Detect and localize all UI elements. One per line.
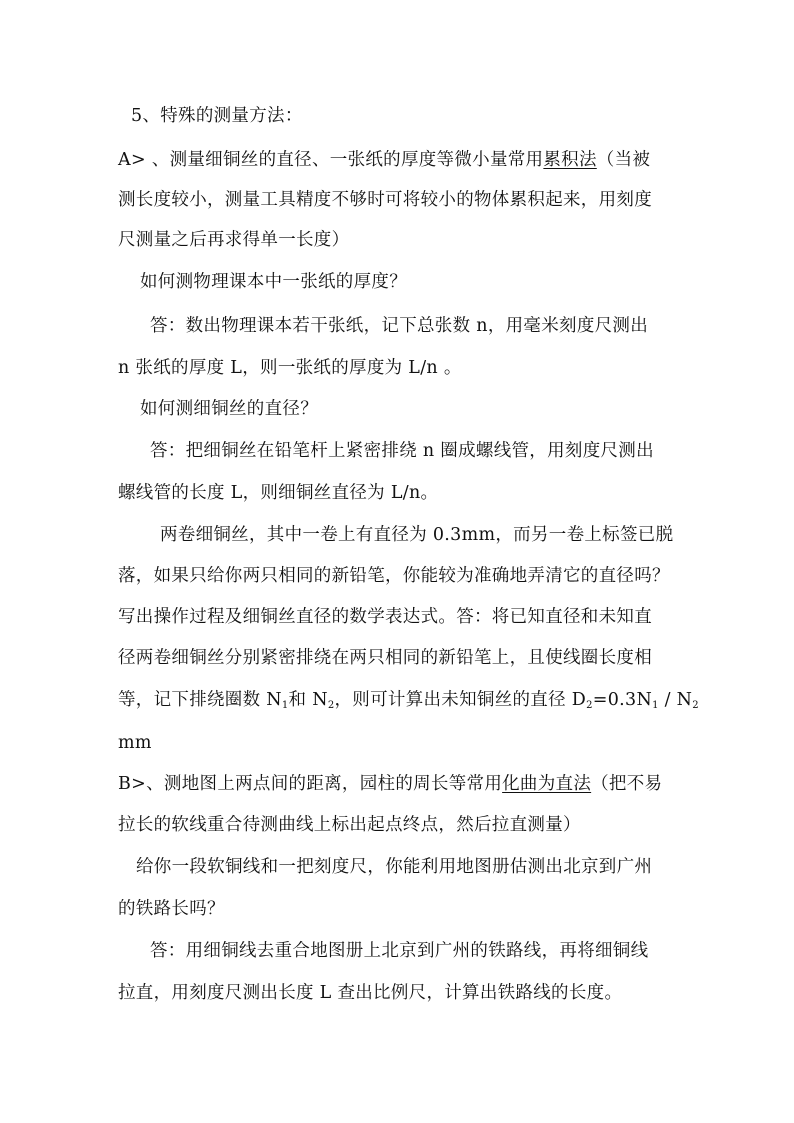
problem-two-wires-line-6: mm [118, 733, 152, 753]
answer-wire-diameter-line-1: 答：把细铜丝在铅笔杆上紧密排绕 n 圈成螺线管，用刻度尺测出 [150, 441, 654, 461]
question-wire-diameter: 如何测细铜丝的直径？ [140, 399, 318, 419]
section-b-line-2: 拉长的软线重合待测曲线上标出起点终点，然后拉直测量） [118, 815, 581, 835]
answer-wire-diameter-line-2: 螺线管的长度 L，则细铜丝直径为 L/n。 [118, 483, 439, 503]
answer-paper-thickness-line-1: 答：数出物理课本若干张纸，记下总张数 n，用毫米刻度尺测出 [150, 316, 649, 336]
problem-two-wires-line-2: 落，如果只给你两只相同的新铅笔，你能较为准确地弄清它的直径吗？ [118, 566, 670, 586]
problem-two-wires-line-4: 径两卷细铜丝分别紧密排绕在两只相同的新铅笔上，且使线圈长度相 [118, 648, 652, 668]
question-railway-line-1: 给你一段软铜线和一把刻度尺，你能利用地图册估测出北京到广州 [136, 857, 653, 877]
subscript-formula-n2: 2 [692, 700, 699, 711]
section-a-intro-tail: （当被 [596, 150, 651, 170]
formula-text-d: =0.3N [592, 690, 653, 710]
problem-two-wires-line-3: 写出操作过程及细铜丝直径的数学表达式。答：将已知直径和未知直 [118, 607, 652, 627]
question-paper-thickness: 如何测物理课本中一张纸的厚度？ [140, 272, 407, 292]
problem-two-wires-line-1: 两卷细铜丝，其中一卷上有直径为 0.3mm，而另一卷上标签已脱 [160, 525, 674, 545]
subscript-d2: 2 [586, 700, 593, 711]
answer-railway-line-1: 答：用细铜线去重合地图册上北京到广州的铁路线，再将细铜线 [150, 941, 649, 961]
method-accumulation: 累积法 [543, 150, 597, 170]
section-b-line-1 [118, 772, 662, 796]
formula-text-e: / N [658, 690, 693, 710]
problem-two-wires-line-5 [118, 688, 699, 712]
subscript-n2: 2 [327, 700, 335, 711]
section-a-line-1 [118, 148, 650, 172]
method-curve-to-straight: 化曲为直法 [502, 774, 592, 794]
section-b-intro-tail: （把不易 [591, 774, 663, 794]
section-b-intro: B>、测地图上两点间的距离，园柱的周长等常用 [118, 774, 503, 794]
section-a-intro: A> 、测量细铜丝的直径、一张纸的厚度等微小量常用 [118, 150, 544, 170]
section-a-line-3: 尺测量之后再求得单一长度） [118, 230, 350, 250]
subscript-formula-n1: 1 [652, 700, 659, 711]
answer-railway-line-2: 拉直，用刻度尺测出长度 L 查出比例尺，计算出铁路线的长度。 [118, 983, 623, 1003]
formula-text-a: 等，记下排绕圈数 N [118, 690, 282, 710]
answer-paper-thickness-line-2: n 张纸的厚度 L，则一张纸的厚度为 L/n 。 [118, 358, 462, 378]
section-a-line-2: 测长度较小，测量工具精度不够时可将较小的物体累积起来，用刻度 [118, 190, 652, 210]
question-railway-line-2: 的铁路长吗？ [118, 899, 225, 919]
section-heading: 5、特殊的测量方法： [131, 106, 303, 126]
formula-text-b: 和 N [288, 690, 328, 710]
formula-text-c: ，则可计算出未知铜丝的直径 D [334, 690, 587, 710]
subscript-n1: 1 [281, 700, 289, 711]
